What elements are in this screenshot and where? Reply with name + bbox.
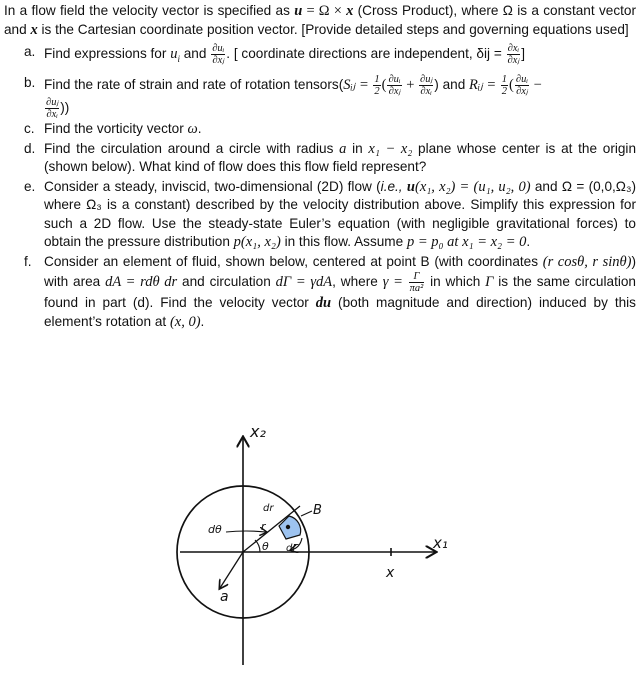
label-a: a (220, 589, 229, 605)
label-dgamma: dΓ (286, 543, 298, 554)
circle-diagram (150, 420, 450, 670)
problem-text (4, 2, 636, 331)
part-d: d. Find the circulation around a circle with radius a in x₁ − x₂ plane whose center is at the origin (shown below). What kind of flow does this flow field represent? (24, 140, 637, 175)
fraction: $\frac{\text{∂uᵢ}}{\text{∂xⱼ}}$ (212, 43, 225, 66)
label-x: x (386, 565, 395, 581)
b-pointer (301, 511, 312, 516)
label-dr: dr (263, 503, 274, 514)
part-a: a. Find expressions for $u_i$ and $\frac{\text{∂uᵢ}}{\text{∂xⱼ}}$ . [ coordinate directions are independent, δij = $\frac{\text{∂xᵢ}}{\text{∂xⱼ}}$ ] (24, 43, 526, 66)
problem-intro: In a flow field the velocity vector is specified as u = Ω × x (Cross Product), where Ω is a constant vector and x is the Cartesian coordinate position vector. [Provide detailed steps and governing equations used] (4, 3, 636, 38)
label-x2: x₂ (250, 422, 266, 441)
label-dtheta: dθ (208, 523, 222, 536)
label-theta: θ (262, 540, 269, 553)
label-r: r (261, 520, 266, 533)
part-c: c. Find the vorticity vector ω. (24, 121, 202, 138)
label-b: B (313, 503, 322, 518)
dtheta-arrow (226, 531, 266, 532)
part-f: f. Consider an element of fluid, shown below, centered at point B (with coordinates (r cosθ, r sinθ)) with area dA = rdθ dr and circulation dΓ = γdA, where γ = $\frac{\Gamma}{\text{πa²}}$ in which Γ is the same circulation found in part (d). Find the velocity vector du (both magnitude and direction) induced by this element’s rotation at (x, 0). (24, 253, 636, 330)
radius-a-line (220, 552, 243, 588)
point-b-dot (286, 525, 290, 529)
label-x1: x₁ (433, 534, 448, 552)
fraction: $\frac{\text{∂xᵢ}}{\text{∂xⱼ}}$ (507, 43, 520, 66)
part-e: e. Consider a steady, inviscid, two-dimensional (2D) flow (i.e., u(x₁, x₂) = (u₁, u₂, 0) and Ω = (0,0,Ω₃) where Ω₃ is a constant) described by the velocity distribution above. Simplify this expression for such a 2D flow. Use the steady-state Euler’s equation (with negligible gravitational forces) to obtain the pressure distribution p(x₁, x₂) in this flow. Assume p = p₀ at x₁ = x₂ = 0. (24, 178, 637, 251)
part-b: b. Find the rate of strain and rate of rotation tensors(Sᵢⱼ = $\frac{1}{2}$ ( $\frac{\text{∂uᵢ}}{\text{∂xⱼ}}$ + $\frac{\text{∂uⱼ}}{\text{∂xᵢ}}$ ) and Rᵢⱼ = $\frac{1}{2}$ ( $\frac{\text{∂uᵢ}}{\text{∂xⱼ}}$ − $\frac{\text{∂uⱼ}}{\text{∂xᵢ}}$ )) (24, 74, 542, 121)
